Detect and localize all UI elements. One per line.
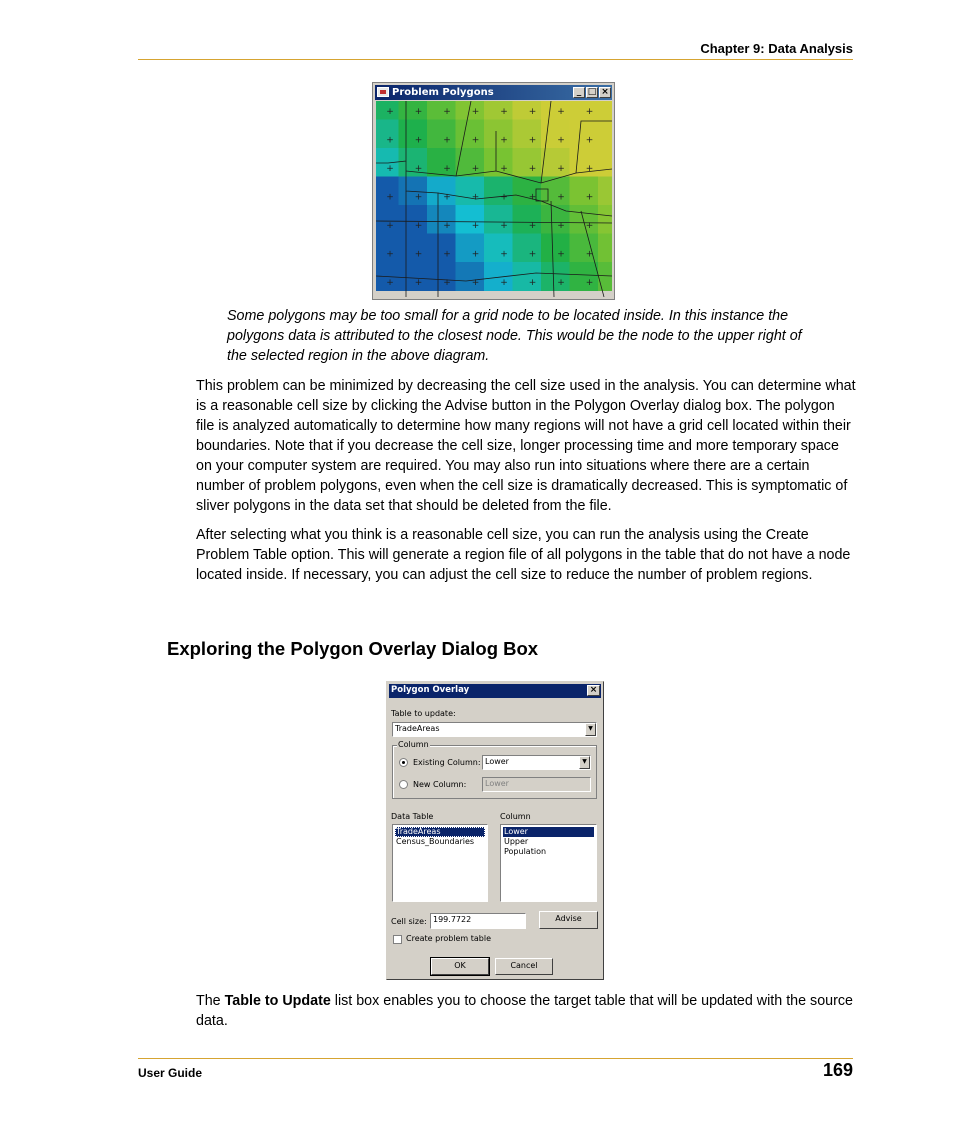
- grid-node-icon: +: [443, 135, 451, 146]
- grid-cell: [598, 177, 612, 206]
- grid-node-icon: +: [414, 107, 423, 117]
- grid-node-icon: +: [585, 249, 594, 260]
- grid-cell: [484, 234, 513, 263]
- grid-node-icon: +: [585, 135, 594, 146]
- grid-cell: [513, 101, 542, 120]
- paragraph-cell-size: This problem can be minimized by decreasing the cell size used in the analysis. You can determine what is a reasonable cell size by clicking the Advise button in the Polygon Overlay dialog box. The polygon file is analyzed automatically to determine how many regions will not have a grid cell located within their boundaries. Note that if you decrease the cell size, longer processing time and more temporary space on your computer system are required. You may also run into situations where there are a certain number of problem polygons, even when the cell size is dramatically decreased. This is symptomatic of sliver polygons in the data set that should be deleted from the file.: [196, 378, 856, 514]
- grid-cell: [427, 262, 456, 291]
- grid-node-icon: +: [528, 278, 537, 288]
- grid-cell: [399, 234, 428, 263]
- cell-size-value: 199.7722: [433, 915, 472, 924]
- grid-cell: [399, 262, 428, 291]
- chapter-title: Chapter 9: Data Analysis: [700, 41, 853, 56]
- grid-node-icon: +: [443, 107, 451, 117]
- grid-map: [376, 101, 612, 297]
- grid-cell: [456, 262, 485, 291]
- paragraph-table-to-update: [196, 991, 856, 1031]
- close-icon[interactable]: ×: [599, 87, 611, 98]
- grid-node-icon: +: [500, 249, 508, 260]
- grid-node-icon: +: [528, 164, 537, 174]
- grid-node-icon: +: [500, 164, 508, 174]
- create-problem-table-label: Create problem table: [406, 934, 492, 943]
- grid-node-icon: +: [585, 278, 594, 288]
- grid-node-icon: +: [386, 278, 394, 288]
- create-problem-table-checkbox[interactable]: [393, 935, 402, 944]
- grid-cell: [541, 101, 570, 120]
- p3-prefix: The: [196, 993, 225, 1009]
- grid-cell: [598, 120, 612, 149]
- new-column-field[interactable]: [482, 777, 591, 792]
- grid-node-icon: +: [528, 135, 537, 146]
- grid-node-icon: +: [471, 221, 480, 231]
- grid-cell: [598, 234, 612, 263]
- grid-node-icon: +: [414, 278, 423, 288]
- grid-node-icon: +: [386, 107, 394, 117]
- polygon-overlay-dialog: [386, 681, 604, 980]
- grid-cell: [427, 120, 456, 149]
- grid-cell: [513, 120, 542, 149]
- grid-node-icon: +: [414, 192, 423, 203]
- cell-size-input[interactable]: [430, 913, 526, 929]
- list-item[interactable]: Population: [504, 847, 547, 856]
- grid-node-icon: +: [443, 278, 451, 288]
- grid-node-icon: +: [414, 249, 423, 260]
- new-column-label: New Column:: [413, 780, 467, 789]
- grid-node-icon: +: [500, 221, 508, 231]
- grid-node-icon: +: [557, 164, 565, 174]
- grid-node-icon: +: [414, 135, 423, 146]
- grid-node-icon: +: [471, 135, 480, 146]
- grid-node-icon: +: [471, 249, 480, 260]
- grid-cell: [399, 120, 428, 149]
- grid-cell: [456, 120, 485, 149]
- list-item[interactable]: Lower: [503, 827, 594, 837]
- new-column-value: Lower: [485, 779, 509, 788]
- grid-cell: [541, 234, 570, 263]
- grid-node-icon: +: [585, 107, 594, 117]
- grid-node-icon: +: [471, 164, 480, 174]
- grid-cell: [456, 234, 485, 263]
- table-to-update-select[interactable]: [392, 722, 597, 737]
- dialog-title: Polygon Overlay: [391, 685, 470, 695]
- grid-node-icon: +: [585, 192, 594, 203]
- grid-node-icon: +: [386, 135, 394, 146]
- grid-cell: [513, 262, 542, 291]
- grid-node-icon: +: [443, 221, 451, 231]
- grid-cell: [399, 101, 428, 120]
- grid-node-icon: +: [414, 221, 423, 231]
- grid-cell: [484, 148, 513, 177]
- p3-suffix: list box enables you to choose the target table that will be updated with the source data.: [196, 993, 853, 1029]
- grid-cell: [541, 148, 570, 177]
- grid-cell: [484, 101, 513, 120]
- data-table-label: Data Table: [391, 812, 434, 821]
- advise-button[interactable]: Advise: [539, 911, 598, 929]
- column-list-label: Column: [500, 812, 531, 821]
- problem-polygons-window: [372, 82, 615, 300]
- page-footer: [138, 1058, 853, 1080]
- grid-cell: [399, 205, 428, 234]
- grid-cell: [456, 205, 485, 234]
- page-header: [138, 40, 853, 60]
- grid-cell: [541, 262, 570, 291]
- minimize-icon[interactable]: _: [573, 87, 585, 98]
- window-titlebar: [375, 85, 612, 100]
- grid-node-icon: +: [500, 107, 508, 117]
- column-list[interactable]: [500, 824, 597, 902]
- grid-node-icon: +: [557, 221, 565, 231]
- chevron-down-icon[interactable]: ▼: [579, 756, 590, 769]
- grid-cell: [484, 177, 513, 206]
- list-item[interactable]: Upper: [504, 837, 529, 846]
- list-item[interactable]: TradeAreas: [395, 827, 485, 837]
- p3-bold-term: Table to Update: [224, 993, 331, 1009]
- grid-node-icon: +: [557, 135, 565, 146]
- grid-cell: [456, 101, 485, 120]
- table-to-update-value: TradeAreas: [395, 724, 440, 733]
- column-group: [392, 740, 597, 799]
- grid-node-icon: +: [471, 192, 480, 203]
- grid-cell: [484, 205, 513, 234]
- new-column-radio[interactable]: [399, 780, 408, 789]
- grid-map-canvas: [376, 101, 612, 297]
- grid-node-icon: +: [386, 192, 394, 203]
- grid-node-icon: +: [386, 164, 394, 174]
- grid-node-icon: +: [386, 221, 394, 231]
- grid-node-icon: +: [471, 107, 480, 117]
- grid-node-icon: +: [528, 221, 537, 231]
- grid-node-icon: +: [557, 278, 565, 288]
- grid-cell: [598, 101, 612, 120]
- grid-cell: [513, 234, 542, 263]
- grid-cell: [570, 205, 599, 234]
- cancel-button[interactable]: Cancel: [495, 958, 553, 975]
- grid-cell: [570, 177, 599, 206]
- grid-node-icon: +: [528, 249, 537, 260]
- existing-column-radio[interactable]: [399, 758, 408, 767]
- app-icon: [377, 87, 389, 97]
- grid-node-icon: +: [414, 164, 423, 174]
- chevron-down-icon[interactable]: ▼: [585, 723, 596, 736]
- existing-column-select[interactable]: [482, 755, 591, 770]
- grid-node-icon: +: [528, 107, 537, 117]
- grid-cell: [570, 234, 599, 263]
- grid-cell: [570, 262, 599, 291]
- table-to-update-label: Table to update:: [391, 709, 456, 718]
- figure-caption: Some polygons may be too small for a grid node to be located inside. In this instance the polygons data is attributed to the closest node. This would be the node to the upper right of the selected region in the above diagram.: [227, 308, 802, 364]
- grid-cell: [427, 205, 456, 234]
- grid-node-icon: +: [471, 278, 480, 288]
- data-table-list[interactable]: [392, 824, 488, 902]
- grid-cell: [570, 148, 599, 177]
- grid-node-icon: +: [557, 249, 565, 260]
- window-title: Problem Polygons: [392, 87, 494, 98]
- grid-cell: [598, 205, 612, 234]
- ok-button[interactable]: OK: [431, 958, 489, 975]
- grid-cell: [513, 148, 542, 177]
- close-icon[interactable]: ×: [587, 685, 600, 696]
- grid-cell: [570, 120, 599, 149]
- page-number: 169: [822, 1060, 853, 1080]
- grid-node-icon: +: [585, 164, 594, 174]
- grid-node-icon: +: [443, 249, 451, 260]
- grid-node-icon: +: [557, 107, 565, 117]
- grid-node-icon: +: [528, 192, 537, 203]
- grid-cell: [427, 101, 456, 120]
- existing-column-value: Lower: [485, 757, 509, 766]
- grid-cell: [570, 101, 599, 120]
- maximize-icon[interactable]: □: [587, 87, 597, 97]
- grid-cell: [427, 148, 456, 177]
- list-item[interactable]: Census_Boundaries: [396, 837, 475, 846]
- grid-cell: [598, 262, 612, 291]
- existing-column-label: Existing Column:: [413, 758, 481, 767]
- grid-node-icon: +: [500, 135, 508, 146]
- grid-cell: [598, 148, 612, 177]
- grid-cell: [484, 120, 513, 149]
- grid-node-icon: +: [585, 221, 594, 231]
- section-heading: Exploring the Polygon Overlay Dialog Box: [167, 638, 539, 659]
- cell-size-label: Cell size:: [391, 917, 427, 926]
- grid-cell: [427, 234, 456, 263]
- grid-cell: [456, 177, 485, 206]
- grid-cell: [513, 205, 542, 234]
- column-group-label: Column: [398, 740, 429, 749]
- grid-node-icon: +: [500, 278, 508, 288]
- grid-node-icon: +: [386, 249, 394, 260]
- grid-cell: [399, 177, 428, 206]
- dialog-titlebar: [389, 684, 601, 698]
- grid-node-icon: +: [557, 192, 565, 203]
- grid-node-icon: +: [500, 192, 508, 203]
- grid-node-icon: +: [443, 164, 451, 174]
- grid-node-icon: +: [443, 192, 451, 203]
- footer-guide: User Guide: [138, 1066, 203, 1080]
- paragraph-problem-table: After selecting what you think is a reasonable cell size, you can run the analysis using the Create Problem Table option. This will generate a region file of all polygons in the table that do not have a node located inside. If necessary, you can adjust the cell size to reduce the number of problem regions.: [196, 527, 851, 583]
- grid-cell: [427, 177, 456, 206]
- grid-cell: [541, 205, 570, 234]
